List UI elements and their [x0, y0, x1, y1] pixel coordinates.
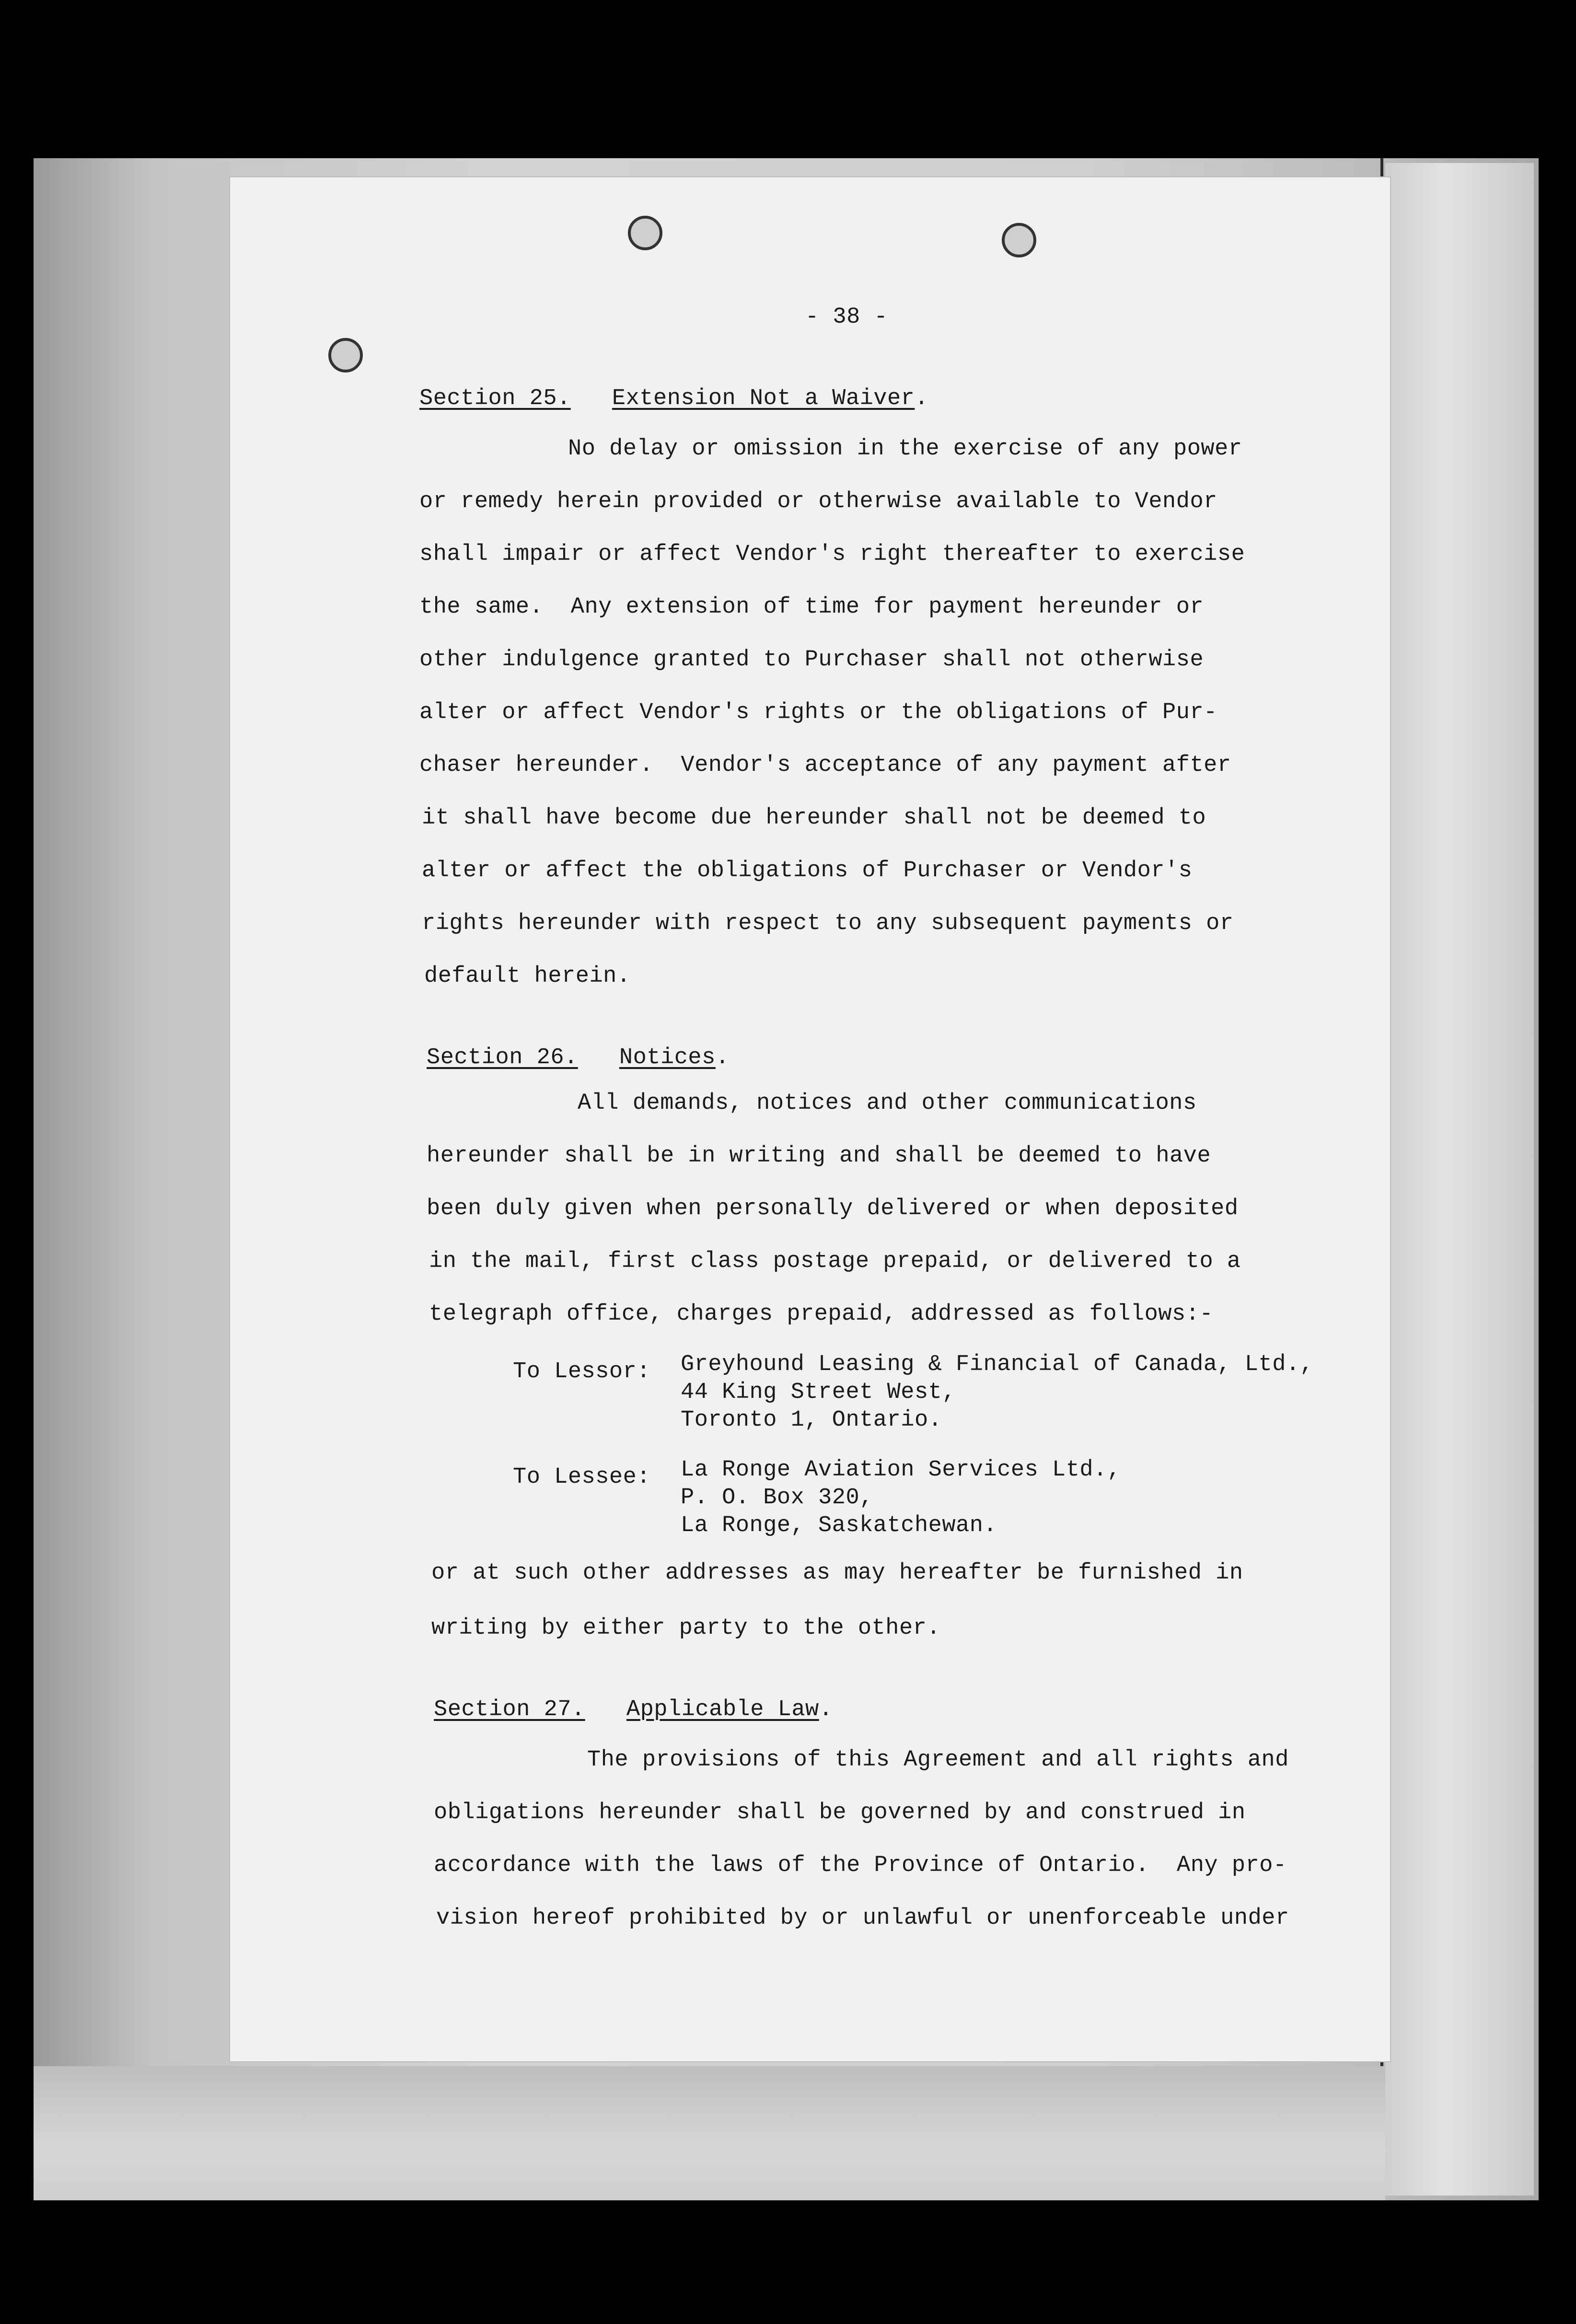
section-26-heading: Section 26. Notices.	[427, 1045, 730, 1070]
section-25-line: the same. Any extension of time for payment hereunder or	[419, 594, 1204, 620]
section-26-title: Notices	[619, 1045, 716, 1070]
lessor-address-line: Toronto 1, Ontario.	[681, 1407, 942, 1433]
lessee-address-line: P. O. Box 320,	[681, 1485, 873, 1511]
section-25-line: it shall have become due hereunder shall not be deemed to	[422, 805, 1206, 831]
punch-hole	[1002, 223, 1036, 257]
section-27-line: The provisions of this Agreement and all rights and	[587, 1747, 1289, 1773]
section-26-closing-line: or at such other addresses as may hereafter be furnished in	[431, 1560, 1243, 1586]
section-26-line: in the mail, first class postage prepaid, or delivered to a	[429, 1249, 1241, 1274]
punch-hole	[628, 216, 662, 250]
section-25-line: or remedy herein provided or otherwise available to Vendor	[419, 489, 1217, 514]
lessor-label: To Lessor:	[513, 1359, 651, 1384]
section-26-line: been duly given when personally delivered or when deposited	[427, 1196, 1239, 1221]
scan-bottom-board	[34, 2066, 1385, 2200]
section-27-line: accordance with the laws of the Province of Ontario. Any pro-	[434, 1853, 1287, 1878]
section-27-number: Section 27.	[434, 1697, 585, 1722]
section-27-line: vision hereof prohibited by or unlawful or unenforceable under	[436, 1906, 1289, 1931]
section-26-number: Section 26.	[427, 1045, 578, 1070]
section-25-line: rights hereunder with respect to any subsequent payments or	[422, 911, 1234, 936]
section-25-line: alter or affect Vendor's rights or the obligations of Pur-	[419, 700, 1217, 725]
lessee-label: To Lessee:	[513, 1464, 651, 1490]
section-25-line: shall impair or affect Vendor's right thereafter to exercise	[419, 542, 1245, 567]
section-26-line: All demands, notices and other communications	[578, 1091, 1197, 1116]
section-26-line: hereunder shall be in writing and shall be deemed to have	[427, 1143, 1211, 1169]
lessee-address-line: La Ronge Aviation Services Ltd.,	[681, 1457, 1121, 1483]
section-25-line: chaser hereunder. Vendor's acceptance of any payment after	[419, 753, 1231, 778]
section-25-title: Extension Not a Waiver	[612, 386, 915, 411]
punch-hole	[328, 338, 363, 372]
lessor-address-line: 44 King Street West,	[681, 1380, 956, 1405]
section-25-line: No delay or omission in the exercise of any power	[568, 436, 1242, 462]
section-25-line: alter or affect the obligations of Purchaser or Vendor's	[422, 858, 1193, 883]
section-25-number: Section 25.	[419, 386, 571, 411]
section-27-line: obligations hereunder shall be governed by and construed in	[434, 1800, 1246, 1825]
section-25-line: other indulgence granted to Purchaser shall not otherwise	[419, 647, 1204, 673]
section-26-line: telegraph office, charges prepaid, addressed as follows:-	[429, 1301, 1214, 1327]
section-27-title: Applicable Law	[626, 1697, 819, 1722]
section-25-heading: Section 25. Extension Not a Waiver.	[419, 386, 929, 411]
scan-right-strip	[1385, 163, 1534, 2196]
lessor-address-line: Greyhound Leasing & Financial of Canada, Ltd.,	[681, 1352, 1314, 1377]
section-25-line: default herein.	[424, 964, 631, 989]
section-26-closing-line: writing by either party to the other.	[431, 1615, 941, 1641]
page-number: - 38 -	[805, 304, 888, 330]
lessee-address-line: La Ronge, Saskatchewan.	[681, 1513, 997, 1538]
section-27-heading: Section 27. Applicable Law.	[434, 1697, 833, 1722]
